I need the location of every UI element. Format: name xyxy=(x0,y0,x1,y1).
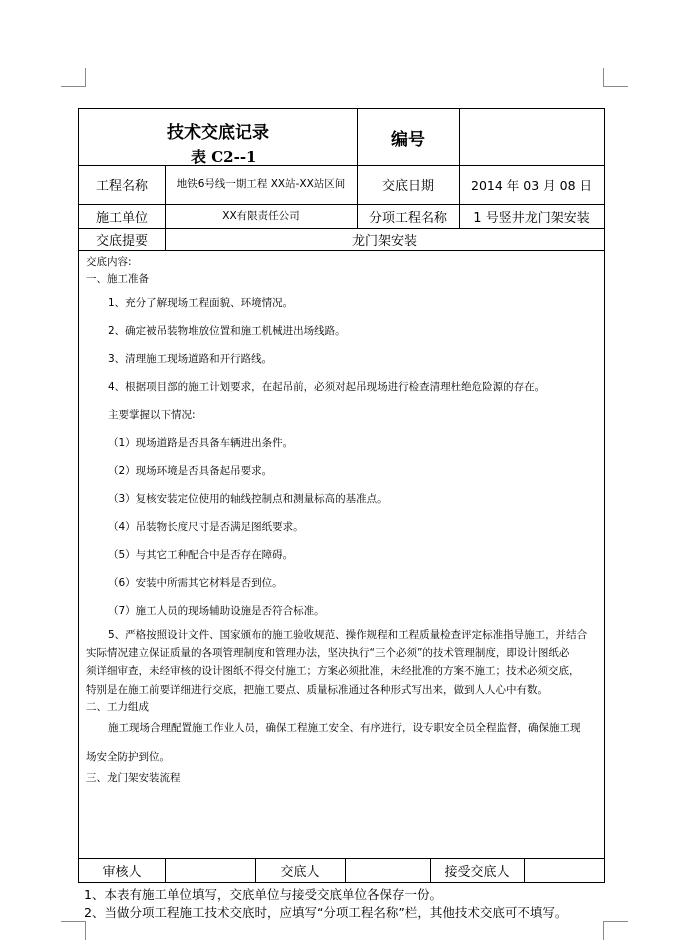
rule-sig-2 xyxy=(255,858,256,882)
footnote: 2、当做分项工程施工技术交底时，应填写“分项工程名称”栏，其他技术交底可不填写。 xyxy=(84,905,568,920)
rule-sig-5 xyxy=(524,858,525,882)
section-heading: 一、施工准备 xyxy=(86,273,149,285)
project-name-label: 工程名称 xyxy=(95,179,148,194)
serial-field[interactable] xyxy=(459,109,604,165)
rule-col-label xyxy=(165,165,166,250)
date-label: 交底日期 xyxy=(381,179,434,194)
rule-sig-1 xyxy=(165,858,166,882)
rule-row4-bottom xyxy=(79,250,604,251)
serial-label: 编号 xyxy=(391,129,425,150)
content-heading: 交底内容: xyxy=(86,256,132,268)
content-line: 实际情况建立保证质量的各项管理制度和管理办法，坚决执行“三个必须”的技术管理制度，即设计图纸必 xyxy=(86,647,570,659)
content-line: （7）施工人员的现场辅助设施是否符合标准。 xyxy=(108,605,325,617)
content-line: 施工现场合理配置施工作业人员，确保工程施工安全、有序进行，设专职安全员全程监督，确保施工现 xyxy=(108,722,581,734)
content-line: 主要掌握以下情况: xyxy=(108,409,196,421)
rule-col-mid xyxy=(357,109,358,228)
presenter-label: 交底人 xyxy=(280,864,320,880)
form-title-cell xyxy=(79,109,357,165)
project-name-value[interactable]: 地铁6号线一期工程 XX站-XX站区间 xyxy=(176,178,346,190)
receiver-field[interactable] xyxy=(524,858,604,882)
rule-row2-bottom xyxy=(79,204,604,205)
content-line: （6）安装中所需其它材料是否到位。 xyxy=(108,577,283,589)
content-line: （3）复核安装定位使用的轴线控制点和测量标高的基准点。 xyxy=(108,493,388,505)
rule-sig-4 xyxy=(430,858,431,882)
section-heading: 三、龙门架安装流程 xyxy=(86,772,181,784)
presenter-field[interactable] xyxy=(345,858,430,882)
construction-unit-label: 施工单位 xyxy=(95,210,148,226)
rule-row3-bottom xyxy=(79,228,604,229)
section-heading: 二、工力组成 xyxy=(86,701,149,713)
reviewer-field[interactable] xyxy=(165,858,255,882)
crop-mark-top-left xyxy=(61,68,86,87)
table-code: 表 C2--1 xyxy=(191,148,257,166)
form-title: 技术交底记录 xyxy=(167,123,269,143)
summary-label: 交底提要 xyxy=(95,233,148,249)
content-line: 1、充分了解现场工程面貌、环境情况。 xyxy=(108,297,294,309)
content-line: 2、确定被吊装物堆放位置和施工机械进出场线路。 xyxy=(108,325,346,337)
sub-project-value[interactable]: 1 号竖井龙门架安装 xyxy=(473,210,590,226)
reviewer-label: 审核人 xyxy=(102,864,142,880)
receiver-label: 接受交底人 xyxy=(444,864,510,880)
content-line: （4）吊装物长度尺寸是否满足图纸要求。 xyxy=(108,521,304,533)
crop-mark-bottom-left xyxy=(61,921,86,940)
content-line: （1）现场道路是否具备车辆进出条件。 xyxy=(108,437,294,449)
content-line: 特别是在施工前要详细进行交底，把施工要点、质量标准通过各种形式写出来，做到人人心中有数。 xyxy=(86,684,548,696)
disclosure-form xyxy=(78,108,605,883)
content-line: （5）与其它工种配合中是否存在障碍。 xyxy=(108,549,294,561)
content-line: 5、严格按照设计文件、国家颁布的施工验收规范、操作规程和工程质量检查评定标准指导施工，并结合 xyxy=(108,629,588,641)
crop-mark-bottom-right xyxy=(603,921,628,940)
rule-col-right xyxy=(459,109,460,228)
footnote: 1、本表有施工单位填写，交底单位与接受交底单位各保存一份。 xyxy=(84,887,442,902)
content-line: 3、清理施工现场道路和开行路线。 xyxy=(108,353,273,365)
sub-project-label: 分项工程名称 xyxy=(368,210,447,226)
date-value[interactable]: 2014 年 03 月 08 日 xyxy=(471,177,592,193)
crop-mark-top-right xyxy=(603,68,628,87)
content-line: 4、根据项目部的施工计划要求，在起吊前，必须对起吊现场进行检查清理杜绝危险源的存在。 xyxy=(108,381,546,393)
rule-sig-3 xyxy=(345,858,346,882)
content-line: （2）现场环境是否具备起吊要求。 xyxy=(108,465,273,477)
rule-header-bottom xyxy=(79,165,604,166)
construction-unit-value[interactable]: XX有限责任公司 xyxy=(222,209,300,222)
summary-value[interactable]: 龙门架安装 xyxy=(351,233,417,249)
content-line: 须详细审查，未经审核的设计图纸不得交付施工；方案必须批准，未经批准的方案不施工；技术必须交底， xyxy=(86,665,580,677)
content-line: 场安全防护到位。 xyxy=(86,751,170,763)
